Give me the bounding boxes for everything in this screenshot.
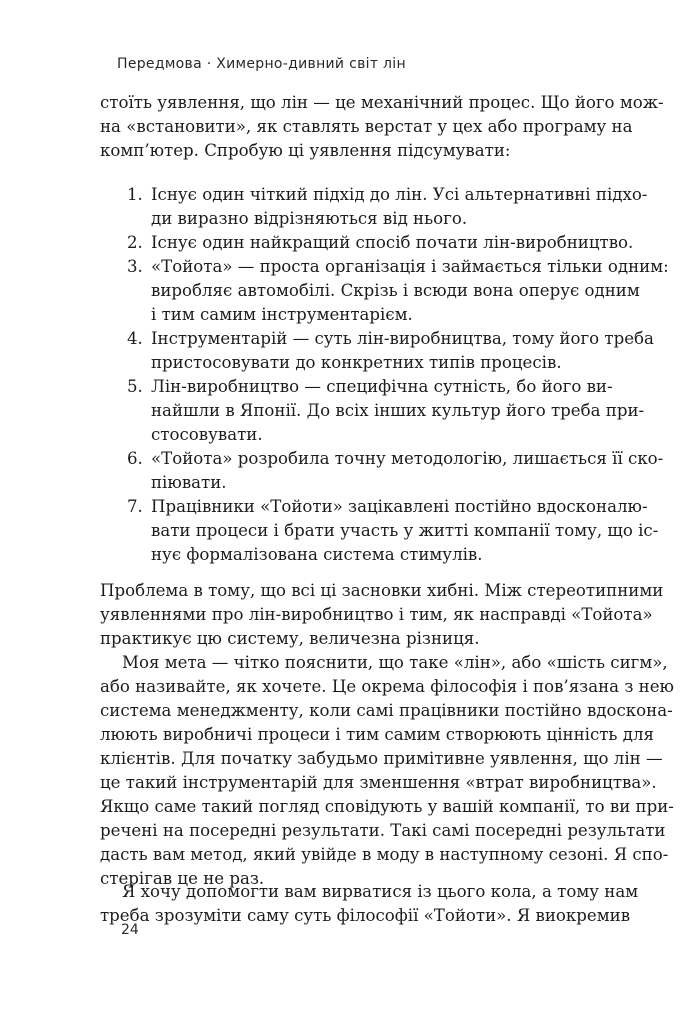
list-number: 2. (127, 233, 143, 252)
list-number: 4. (127, 329, 143, 348)
list-item-text: Існує один чіткий підхід до лін. Усі альтернативні підхо- (151, 185, 648, 204)
list-item-text: Інструментарій — суть лін-виробництва, тому його треба (151, 329, 654, 348)
list-item-text: «Тойота» розробила точну методологію, лишається її ско- (151, 449, 664, 468)
list-item-text: найшли в Японії. До всіх інших культур його треба при- (151, 401, 645, 420)
list-number: 1. (127, 185, 143, 204)
list-item-text: пристосовувати до конкретних типів процесів. (151, 353, 562, 372)
list-item-text: піювати. (151, 473, 227, 492)
list-number: 7. (127, 497, 143, 516)
list-number: 6. (127, 449, 143, 468)
list-item-text: Працівники «Тойоти» зацікавлені постійно вдосконалю- (151, 497, 648, 516)
list-item-text: і тим самим інструментарієм. (151, 305, 413, 324)
page-number: 24 (121, 922, 139, 938)
list-item-text: нує формалізована система стимулів. (151, 545, 483, 564)
list-number: 5. (127, 377, 143, 396)
list-item-text: «Тойота» — проста організація і займається тільки одним: (151, 257, 669, 276)
list-item-text: вати процеси і брати участь у житті компанії тому, що іс- (151, 521, 659, 540)
list-item-text: ди виразно відрізняються від нього. (151, 209, 468, 228)
list-item-text: Лін-виробництво — специфічна сутність, бо його ви- (151, 377, 613, 396)
list-item-text: стосовувати. (151, 425, 263, 444)
list-number: 3. (127, 257, 143, 276)
running-head: Передмова · Химерно-дивний світ лін (117, 56, 406, 72)
list-item-text: Існує один найкращий спосіб почати лін-виробництво. (151, 233, 634, 252)
list-item-text: виробляє автомобілі. Скрізь і всюди вона оперує одним (151, 281, 640, 300)
